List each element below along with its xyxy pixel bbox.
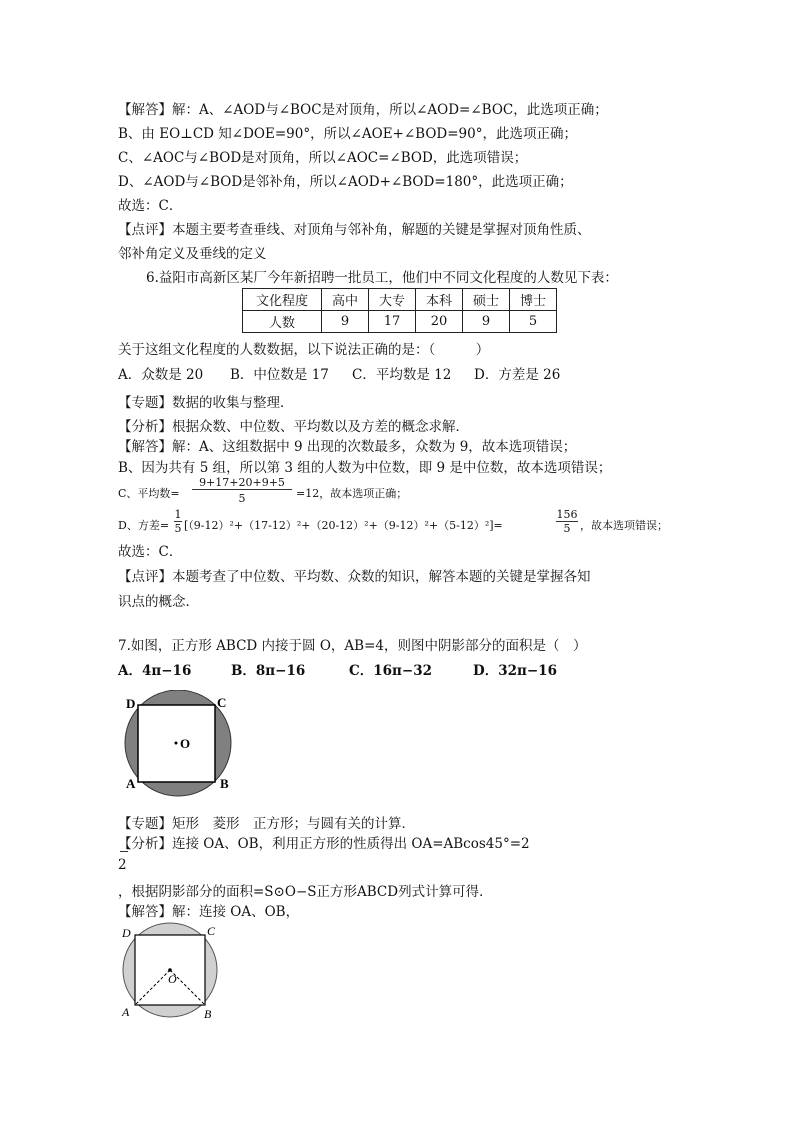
table-row (243, 289, 557, 311)
q6-variance-body: [（9-12）²+（17-12）²+（20-12）²+（9-12）²+（5-12）²]= (184, 519, 503, 532)
q5-answer-line-2: B、由 EO⊥CD 知∠DOE=90°，所以∠AOE+∠BOD=90°，此选项正确； (118, 126, 577, 142)
table-cell: 5 (510, 311, 557, 333)
table-row (243, 311, 557, 333)
q7-figure-2 (116, 922, 226, 1022)
label-o: O (168, 972, 177, 986)
q6-option-b: B．中位数是 17 (230, 367, 329, 383)
q6-variance-frac-den: 5 (174, 522, 182, 535)
q6-mean-suffix: =12，故本选项正确； (296, 487, 408, 500)
q7-option-c (349, 662, 473, 680)
q6-answer-line-1: 【解答】解：A、这组数据中 9 出现的次数最多，众数为 9，故本选项错误； (118, 439, 577, 455)
q6-mean-denominator: 5 (238, 492, 246, 505)
q7-option-a (118, 662, 231, 680)
q7-option-d-text: D．32π−16 (473, 663, 557, 679)
q6-stem: 6.益阳市高新区某厂今年新招聘一批员工，他们中不同文化程度的人数见下表： (146, 270, 618, 286)
q6-answer-line-2: B、因为共有 5 组，所以第 3 组的人数为中位数，即 9 是中位数，故本选项错误； (118, 460, 612, 476)
q6-variance-result-den: 5 (563, 522, 571, 535)
label-o: O (180, 736, 191, 751)
q7-topic: 【专题】矩形 菱形 正方形；与圆有关的计算． (118, 816, 415, 832)
q5-choose: 故选：C． (118, 198, 183, 214)
table-header-cell: 硕士 (463, 289, 510, 311)
q6-option-a: A．众数是 20 (118, 367, 204, 383)
q7-option-b-text: B．8π−16 (231, 663, 306, 679)
table-header-cell: 大专 (369, 289, 416, 311)
q7-figure-1 (118, 690, 248, 804)
label-b: B (204, 1007, 212, 1021)
q6-comment-1: 【点评】本题考查了中位数、平均数、众数的知识，解答本题的关键是掌握各知 (118, 569, 591, 585)
q6-variance-result-num: 156 (556, 508, 578, 521)
label-a: A (126, 776, 136, 791)
q7-answer-1: 【解答】解：连接 OA、OB， (118, 904, 300, 920)
q7-options (118, 662, 557, 680)
table-cell: 20 (416, 311, 463, 333)
table-cell: 17 (369, 311, 416, 333)
label-c: C (217, 695, 227, 710)
q5-comment-2: 邻补角定义及垂线的定义 (118, 246, 267, 262)
education-table (242, 288, 557, 333)
q6-choose: 故选：C． (118, 544, 183, 560)
q6-options (118, 366, 560, 384)
q5-comment-1: 【点评】本题主要考查垂线、对顶角与邻补角，解题的关键是掌握对顶角性质、 (118, 222, 591, 238)
table-header-cell: 文化程度 (243, 289, 322, 311)
q6-option-d: D．方差是 26 (474, 367, 561, 383)
table-cell: 人数 (243, 311, 322, 333)
q6-variance-prefix: D、方差= (118, 519, 170, 532)
label-c: C (207, 924, 216, 938)
q7-option-d (473, 662, 557, 680)
q6-mean-numerator: 9+17+20+9+5 (192, 476, 292, 490)
label-d: D (122, 926, 131, 940)
fraction-bar (120, 851, 128, 852)
table-header-cell: 高中 (322, 289, 369, 311)
q5-answer-line-1: 【解答】解：A、∠AOD与∠BOC是对顶角，所以∠AOD=∠BOC，此选项正确； (118, 102, 608, 118)
q6-question: 关于这组文化程度的人数数据，以下说法正确的是：（ ） (118, 342, 490, 358)
q6-option-c: C．平均数是 12 (352, 367, 452, 383)
q6-topic: 【专题】数据的收集与整理． (118, 395, 294, 411)
label-d: D (126, 696, 136, 711)
q7-option-c-text: C．16π−32 (349, 663, 433, 679)
q6-variance-suffix: ，故本选项错误； (580, 519, 668, 532)
q7-analysis-3: ，根据阴影部分的面积=S⊙O−S正方形ABCD列式计算可得． (118, 884, 493, 900)
q7-analysis-2: 2 (118, 857, 127, 873)
q7-option-a-text: A．4π−16 (118, 663, 192, 679)
label-a: A (122, 1005, 130, 1019)
table-header-cell: 本科 (416, 289, 463, 311)
table-header-cell: 博士 (510, 289, 557, 311)
q6-analysis: 【分析】根据众数、中位数、平均数以及方差的概念求解． (118, 419, 469, 435)
q7-analysis-1: 【分析】连接 OA、OB，利用正方形的性质得出 OA=ABcos45°=2 (118, 836, 530, 852)
q6-mean-prefix: C、平均数= (118, 487, 180, 500)
table-cell: 9 (322, 311, 369, 333)
q5-answer-line-4: D、∠AOD与∠BOD是邻补角，所以∠AOD+∠BOD=180°，此选项正确； (118, 174, 573, 190)
q5-answer-line-3: C、∠AOC与∠BOD是对顶角，所以∠AOC=∠BOD，此选项错误； (118, 150, 528, 166)
q6-comment-2: 识点的概念． (118, 594, 199, 610)
q7-stem: 7.如图，正方形 ABCD 内接于圆 O，AB=4，则图中阴影部分的面积是（ ） (118, 638, 587, 654)
label-b: B (220, 776, 229, 791)
q7-option-b (231, 662, 349, 680)
q6-variance-frac-num: 1 (174, 508, 182, 521)
center-point (175, 742, 178, 745)
table-cell: 9 (463, 311, 510, 333)
